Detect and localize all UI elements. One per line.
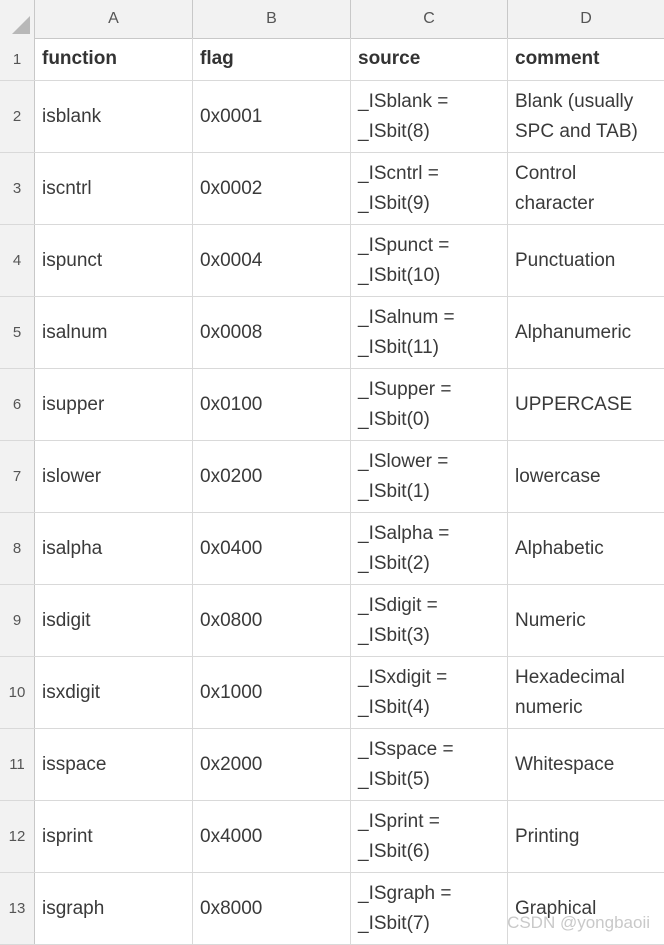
row-number[interactable]: 6 — [0, 369, 35, 440]
row-number[interactable]: 10 — [0, 657, 35, 728]
comment-cell[interactable] — [508, 801, 664, 872]
comment-cell[interactable] — [508, 873, 664, 944]
row-number[interactable]: 3 — [0, 153, 35, 224]
cell-text: 0x1000 — [200, 681, 263, 703]
source-cell[interactable] — [351, 801, 508, 872]
cell-text: isgraph — [42, 897, 105, 919]
comment-cell[interactable] — [508, 81, 664, 152]
table-row — [0, 441, 664, 513]
cell-text: Printing — [515, 825, 580, 847]
header-data-row — [0, 38, 664, 81]
column-header-d[interactable]: D — [580, 10, 592, 27]
flag-cell[interactable] — [193, 657, 351, 728]
cell-text: _ISalpha = _ISbit(2) — [358, 522, 450, 574]
cell-text: ispunct — [42, 249, 103, 271]
cell-text: _ISpunct = _ISbit(10) — [358, 234, 450, 286]
comment-cell[interactable] — [508, 153, 664, 224]
table-row — [0, 585, 664, 657]
source-cell[interactable] — [351, 657, 508, 728]
function-cell[interactable] — [35, 801, 193, 872]
cell-text: Punctuation — [515, 249, 616, 271]
cell-text: 0x0200 — [200, 465, 263, 487]
function-cell[interactable] — [35, 585, 193, 656]
cell-text: comment — [515, 48, 600, 69]
cell-text: 0x8000 — [200, 897, 263, 919]
row-number[interactable]: 2 — [0, 81, 35, 152]
cell-text: Control character — [515, 162, 595, 214]
comment-cell[interactable] — [508, 38, 664, 80]
cell-text: iscntrl — [42, 177, 92, 199]
flag-cell[interactable] — [193, 729, 351, 800]
cell-text: 0x4000 — [200, 825, 263, 847]
cell-text: isprint — [42, 825, 93, 847]
cell-text: 0x0008 — [200, 321, 263, 343]
table-row — [0, 225, 664, 297]
row-number[interactable]: 4 — [0, 225, 35, 296]
source-cell[interactable] — [351, 585, 508, 656]
cell-text: Hexadecimal numeric — [515, 666, 625, 718]
row-number[interactable]: 12 — [0, 801, 35, 872]
cell-text: _ISspace = _ISbit(5) — [358, 738, 454, 790]
comment-cell[interactable] — [508, 513, 664, 584]
function-cell[interactable] — [35, 369, 193, 440]
cell-text: Alphanumeric — [515, 321, 632, 343]
cell-text: Blank (usually SPC and TAB) — [515, 90, 638, 142]
row-number[interactable]: 8 — [0, 513, 35, 584]
function-cell[interactable] — [35, 729, 193, 800]
cell-text: Graphical — [515, 897, 597, 919]
function-cell[interactable] — [35, 153, 193, 224]
flag-cell[interactable] — [193, 225, 351, 296]
cell-text: isdigit — [42, 609, 91, 631]
select-all-corner[interactable] — [0, 0, 35, 38]
cell-text: isalpha — [42, 537, 103, 559]
flag-cell[interactable] — [193, 441, 351, 512]
function-cell[interactable] — [35, 441, 193, 512]
source-cell[interactable] — [351, 81, 508, 152]
cell-text: _ISupper = _ISbit(0) — [358, 378, 452, 430]
source-cell[interactable] — [351, 873, 508, 944]
table-row — [0, 369, 664, 441]
select-all-icon — [12, 16, 30, 34]
column-header-b[interactable]: B — [193, 0, 351, 38]
cell-text: source — [358, 48, 421, 69]
cell-text: 0x2000 — [200, 753, 263, 775]
flag-cell[interactable] — [193, 81, 351, 152]
column-header-row — [0, 0, 664, 39]
flag-cell[interactable] — [193, 38, 351, 80]
cell-text: Numeric — [515, 609, 586, 631]
cell-text: isupper — [42, 393, 105, 415]
cell-text: 0x0400 — [200, 537, 263, 559]
row-number[interactable]: 1 — [0, 38, 35, 80]
cell-text: _ISxdigit = _ISbit(4) — [358, 666, 448, 718]
comment-cell[interactable] — [508, 297, 664, 368]
cell-text: lowercase — [515, 465, 601, 487]
cell-text: islower — [42, 465, 102, 487]
cell-text: isspace — [42, 753, 107, 775]
table-row — [0, 513, 664, 585]
cell-text: 0x0800 — [200, 609, 263, 631]
row-number[interactable]: 9 — [0, 585, 35, 656]
source-cell[interactable] — [351, 225, 508, 296]
cell-text: Whitespace — [515, 753, 615, 775]
function-cell[interactable] — [35, 657, 193, 728]
column-header-a[interactable]: A — [35, 0, 193, 38]
cell-text: 0x0002 — [200, 177, 263, 199]
table-row — [0, 81, 664, 153]
source-cell[interactable] — [351, 38, 508, 80]
comment-cell[interactable] — [508, 225, 664, 296]
flag-cell[interactable] — [193, 297, 351, 368]
comment-cell[interactable] — [508, 441, 664, 512]
table-row — [0, 297, 664, 369]
cell-text: _ISprint = _ISbit(6) — [358, 810, 440, 862]
source-cell[interactable] — [351, 369, 508, 440]
source-cell[interactable] — [351, 297, 508, 368]
source-cell[interactable] — [351, 513, 508, 584]
flag-cell[interactable] — [193, 585, 351, 656]
cell-text: isblank — [42, 105, 102, 127]
cell-text: _ISlower = _ISbit(1) — [358, 450, 449, 502]
row-number[interactable]: 13 — [0, 873, 35, 944]
flag-cell[interactable] — [193, 153, 351, 224]
comment-cell[interactable] — [508, 585, 664, 656]
comment-cell[interactable] — [508, 369, 664, 440]
cell-text: isxdigit — [42, 681, 101, 703]
function-cell[interactable] — [35, 38, 193, 80]
column-header-c[interactable]: C — [351, 0, 508, 38]
flag-cell[interactable] — [193, 873, 351, 944]
function-cell[interactable] — [35, 225, 193, 296]
flag-cell[interactable] — [193, 369, 351, 440]
cell-text: _IScntrl = _ISbit(9) — [358, 162, 439, 214]
function-cell[interactable] — [35, 297, 193, 368]
cell-text: _ISblank = _ISbit(8) — [358, 90, 449, 142]
cell-text: _ISgraph = _ISbit(7) — [358, 882, 452, 934]
cell-text: 0x0001 — [200, 105, 263, 127]
table-row — [0, 873, 664, 945]
function-cell[interactable] — [35, 873, 193, 944]
comment-cell[interactable] — [508, 657, 664, 728]
flag-cell[interactable] — [193, 801, 351, 872]
function-cell[interactable] — [35, 513, 193, 584]
flag-cell[interactable] — [193, 513, 351, 584]
cell-text: UPPERCASE — [515, 393, 633, 415]
cell-text: isalnum — [42, 321, 108, 343]
cell-text: Alphabetic — [515, 537, 604, 559]
cell-text: 0x0004 — [200, 249, 263, 271]
row-number[interactable]: 11 — [0, 729, 35, 800]
cell-text: _ISalnum = _ISbit(11) — [358, 306, 455, 358]
table-row — [0, 153, 664, 225]
cell-text: _ISdigit = _ISbit(3) — [358, 594, 438, 646]
cell-text: flag — [200, 48, 234, 69]
watermark: CSDN @yongbaoii — [507, 913, 650, 932]
cell-text: 0x0100 — [200, 393, 263, 415]
table-row — [0, 729, 664, 801]
comment-cell[interactable] — [508, 729, 664, 800]
row-number[interactable]: 5 — [0, 297, 35, 368]
row-number[interactable]: 7 — [0, 441, 35, 512]
source-cell[interactable] — [351, 729, 508, 800]
cell-text: function — [42, 48, 117, 69]
source-cell[interactable] — [351, 441, 508, 512]
source-cell[interactable] — [351, 153, 508, 224]
table-row — [0, 657, 664, 729]
function-cell[interactable] — [35, 81, 193, 152]
table-row — [0, 801, 664, 873]
